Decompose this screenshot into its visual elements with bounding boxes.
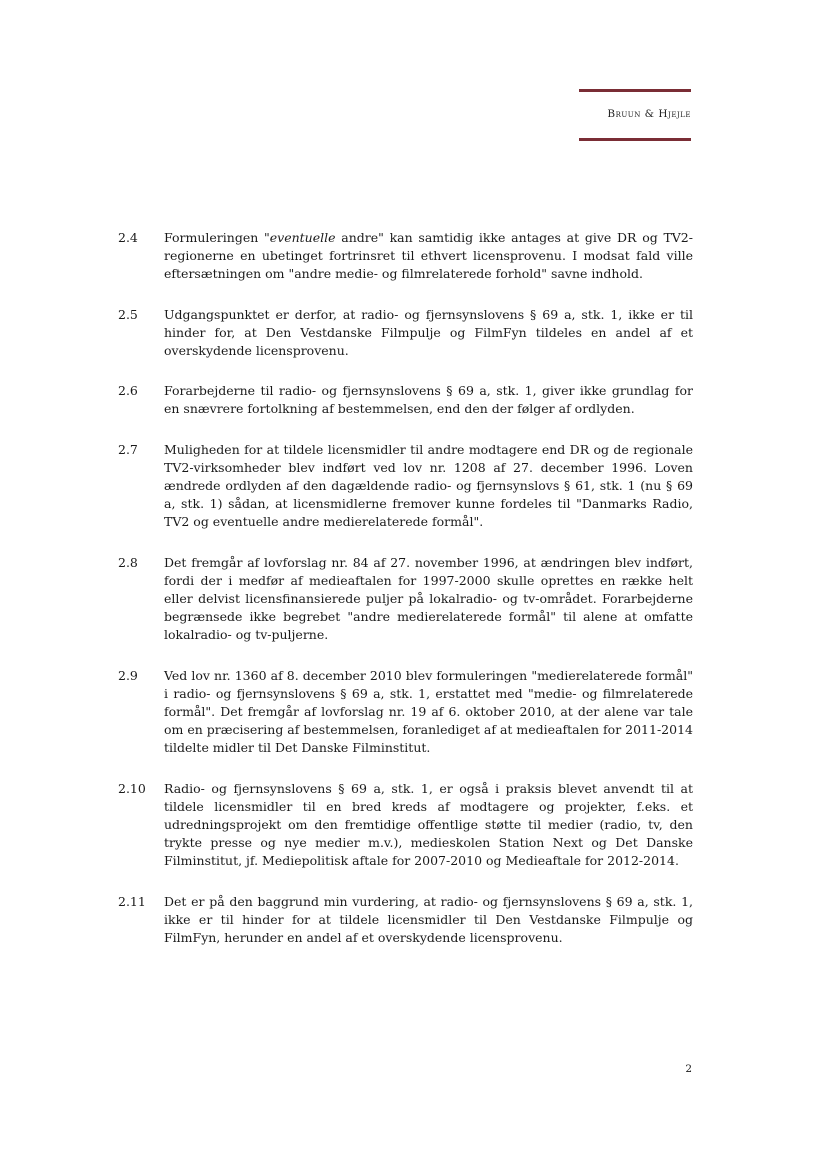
letterhead — [579, 89, 691, 141]
section-2-6 — [118, 382, 693, 418]
section-2-9 — [118, 667, 693, 758]
section-text-part: Formuleringen " — [164, 230, 270, 245]
section-2-7 — [118, 441, 693, 532]
header-rule-bottom — [579, 138, 691, 141]
section-number: 2.11 — [118, 893, 146, 909]
section-2-10 — [118, 780, 693, 871]
document-body — [118, 229, 693, 969]
section-number: 2.7 — [118, 441, 138, 457]
header-rule-top — [579, 89, 691, 92]
section-text: Forarbejderne til radio- og fjernsynslovens § 69 a, stk. 1, giver ikke grundlag for en snævrere fortolkning af bestemmelsen, end den der følger af ordlyden. — [164, 383, 693, 417]
section-text-italic: eventuelle — [269, 230, 336, 245]
section-text: Det fremgår af lovforslag nr. 84 af 27. november 1996, at ændringen blev indført, fordi der i medfør af medieaftalen for 1997-2000 skulle oprettes en række helt eller delvist licensfinansierede puljer på lokalradio- og tv-området. Forarbejderne begrænsede ikke begrebet "andre medierelaterede formål" til alene at omfatte lokalradio- og tv-puljerne. — [164, 554, 693, 643]
section-text: Muligheden for at tildele licensmidler til andre modtagere end DR og de regionale TV2-virksomheder blev indført ved lov nr. 1208 af 27. december 1996. Loven ændrede ordlyden af den dagældende radio- og fjernsynslovs § 61, stk. 1 (nu § 69 a, stk. 1) sådan, at licensmidlerne fremover kunne fordeles til "Danmarks Radio, TV2 og eventuelle andre medierelaterede formål". — [164, 441, 693, 530]
section-number: 2.5 — [118, 306, 138, 322]
section-text: Udgangspunktet er derfor, at radio- og fjernsynslovens § 69 a, stk. 1, ikke er til hinder for, at Den Vestdanske Filmpulje og FilmFyn tildeles en andel af et overskydende licensprovenu. — [164, 306, 693, 359]
section-number: 2.9 — [118, 667, 138, 683]
section-number: 2.6 — [118, 383, 138, 399]
section-number: 2.4 — [118, 230, 138, 245]
section-text: Radio- og fjernsynslovens § 69 a, stk. 1, er også i praksis blevet anvendt til at tildele licensmidler til en bred kreds af modtagere og projekter, f.eks. et udredningsprojekt om den fremtidige offentlige støtte til medier (radio, tv, den trykte presse og nye medier m.v.), medieskolen Station Next og Det Danske Filminstitut, jf. Mediepolitisk aftale for 2007-2010 og Medieaftale for 2012-2014. — [164, 780, 693, 869]
section-number: 2.8 — [118, 554, 138, 570]
section-2-11 — [118, 893, 693, 948]
firm-name: Bruun & Hjejle — [607, 108, 691, 120]
section-2-4 — [118, 229, 693, 284]
section-2-8 — [118, 554, 693, 645]
page-number: 2 — [685, 1063, 692, 1075]
section-text — [164, 229, 693, 284]
section-text: Ved lov nr. 1360 af 8. december 2010 blev formuleringen "medierelaterede formål" i radio- og fjernsynslovens § 69 a, stk. 1, erstattet med "medie- og filmrelaterede formål". Det fremgår af lovforslag nr. 19 af 6. oktober 2010, at der alene var tale om en præcisering af bestemmelsen, foranlediget af at medieaftalen for 2011-2014 tildelte midler til Det Danske Filminstitut. — [164, 667, 693, 756]
section-text-part: andre" kan samtidig ikke antages at give DR og TV2-regionerne en ubetinget fortrinsret til ethvert licensprovenu. I modsat fald ville eftersætningen om "andre medie- og filmrelaterede forhold" savne indhold. — [164, 230, 693, 282]
section-number: 2.10 — [118, 780, 146, 796]
section-2-5 — [118, 306, 693, 361]
section-text: Det er på den baggrund min vurdering, at radio- og fjernsynslovens § 69 a, stk. 1, ikke er til hinder for at tildele licensmidler til Den Vestdanske Filmpulje og FilmFyn, herunder en andel af et overskydende licensprovenu. — [164, 893, 693, 946]
